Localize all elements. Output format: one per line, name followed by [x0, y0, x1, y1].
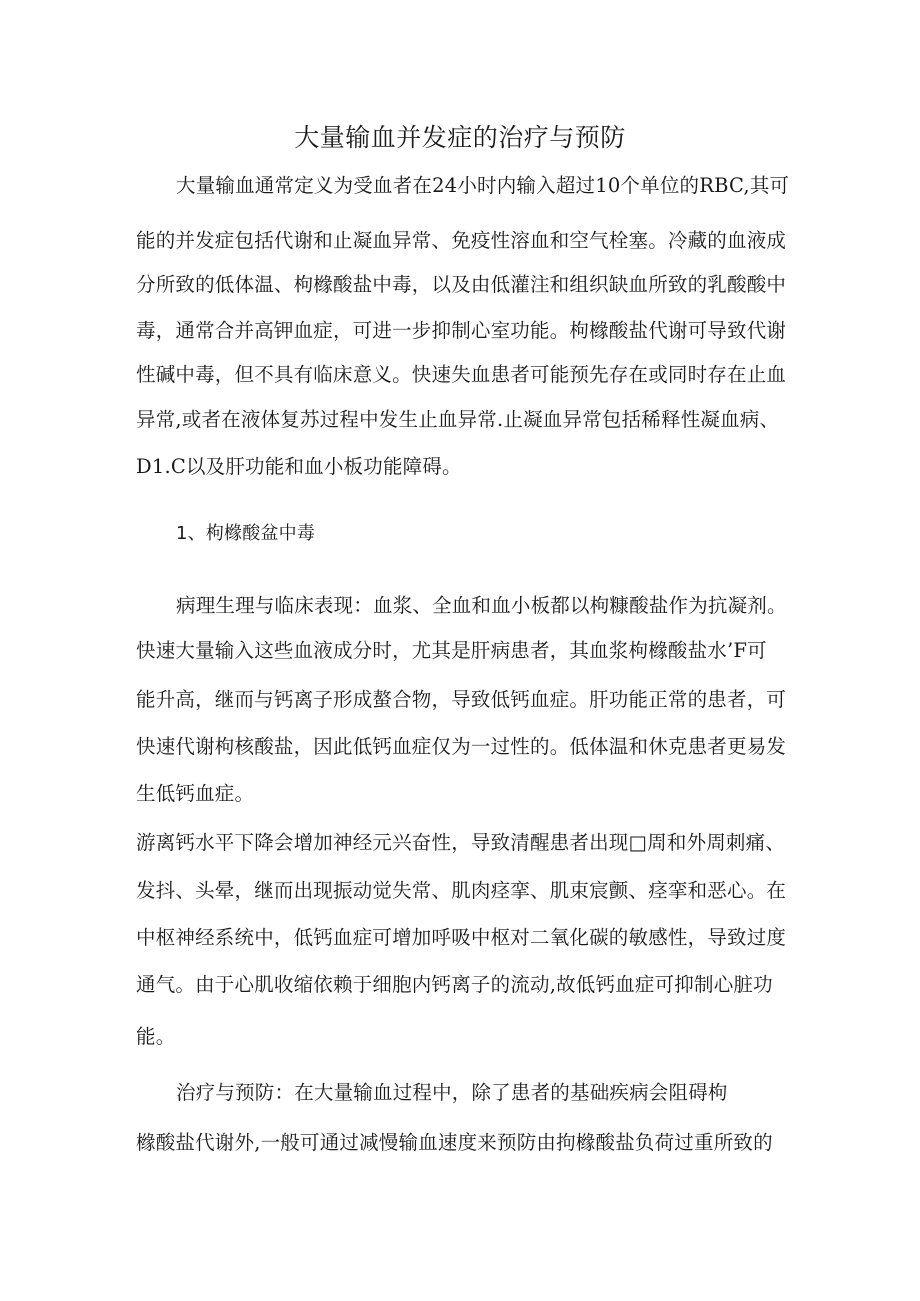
- para1-line-6: 异常,或者在液体复苏过程中发生止血异常.止凝血异常包括稀释性凝血病、: [136, 408, 780, 431]
- para1-line-3: 分所致的低体温、枸橼酸盐中毒，以及由低灌注和组织缺血所致的乳酸酸中: [136, 273, 787, 296]
- para2-line-3: 能升高，继而与钙离子形成螯合物，导致低钙血症。肝功能正常的患者，可: [136, 688, 787, 711]
- para3-line-5: 能。: [136, 1025, 176, 1048]
- para3-line-1: 游离钙水平下降会增加神经元兴奋性，导致清醒患者出现□周和外周刺痛、: [136, 831, 786, 854]
- para1-line-2: 能的并发症包括代谢和止凝血异常、免疫性溶血和空气栓塞。冷藏的血液成: [136, 229, 787, 252]
- para3-line-2: 发抖、头晕，继而出现振动觉失常、肌肉痉挛、肌束宸颤、痉挛和恶心。在: [136, 879, 787, 902]
- para1-line-1: 大量输血通常定义为受血者在24小时内输入超过10个单位的RBC,其可: [176, 174, 790, 197]
- section-heading: 1、枸橼酸盆中毒: [176, 523, 316, 544]
- para4-line-1: 治疗与预防：在大量输血过程中，除了患者的基础疾病会阻碍枸: [176, 1081, 728, 1104]
- para1-line-4: 毒，通常合并高钾血症，可进一步抑制心室功能。枸橼酸盐代谢可导致代谢: [136, 319, 787, 342]
- para3-line-4: 通气。由于心肌收缩依赖于细胞内钙离子的流动,故低钙血症可抑制心脏功: [136, 973, 773, 996]
- para4-line-2: 橼酸盐代谢外,一般可通过减慢输血速度来预防由拘橼酸盐负荷过重所致的: [136, 1131, 773, 1154]
- para2-line-2: 快速大量输入这些血液成分时，尤其是肝病患者，其血浆枸橼酸盐水’F可: [136, 639, 767, 662]
- para2-line-1: 病理生理与临床表现：血浆、全血和血小板都以枸糠酸盐作为抗凝剂。: [176, 594, 787, 617]
- para1-line-7: D1.C以及肝功能和血小板功能障碍。: [136, 455, 462, 478]
- para1-line-5: 性碱中毒，但不具有临床意义。快速失血患者可能预先存在或同时存在止血: [136, 363, 787, 386]
- document-title: 大量输血并发症的治疗与预防: [294, 123, 626, 152]
- para2-line-5: 生低钙血症。: [136, 782, 255, 805]
- para2-line-4: 快速代谢枸核酸盐，因此低钙血症仅为一过性的。低体温和休克患者更易发: [136, 735, 787, 758]
- para3-line-3: 中枢神经系统中，低钙血症可增加呼吸中枢对二氧化碳的敏感性，导致过度: [136, 926, 787, 949]
